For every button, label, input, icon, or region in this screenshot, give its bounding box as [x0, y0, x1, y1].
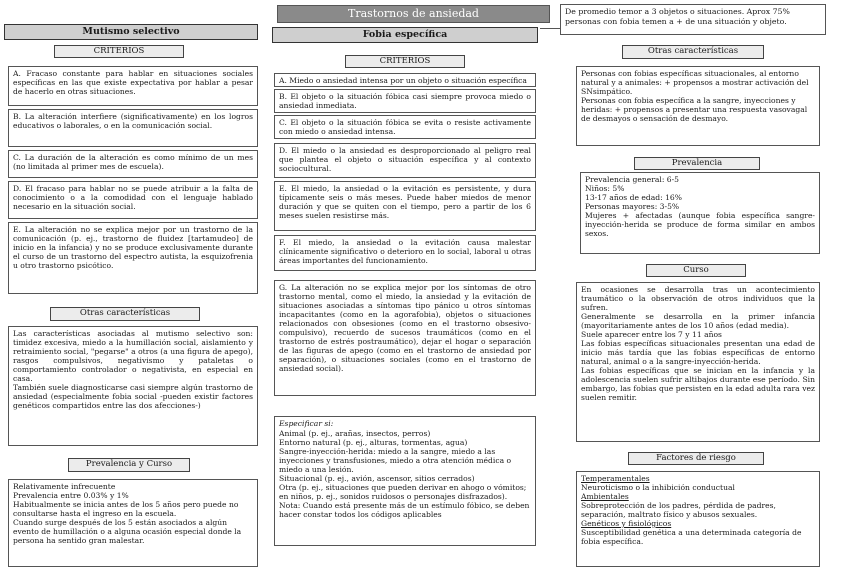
fobia-criterio-b: B. El objeto o la situación fóbica casi siempre provoca miedo o ansiedad inmediata. [274, 89, 536, 113]
fobia-prevalencia-box [580, 172, 820, 254]
fobia-curso-5: Las fobias específicas que se inician en la infancia y la adolescencia suelen sufrir altibajos durante ese período. Sin embargo, las fobias que persisten en la edad adulta rara vez suelen remitir. [581, 366, 815, 402]
mutismo-prev-3: Habitualmente se inicia antes de los 5 años pero puede no consultarse hasta el ingreso en la escuela. [13, 500, 239, 518]
mutismo-prev-4: Cuando surge después de los 5 están asociados a algún evento de humillación o a alguna ocasión especial donde la persona ha sentido gran malestar. [13, 518, 242, 545]
fobia-otras-box [576, 66, 820, 146]
riesgo-text-2: Sobreprotección de los padres, pérdida de padres, separación, maltrato físico y abusos sexuales. [581, 501, 776, 519]
page-title: Trastornos de ansiedad [277, 5, 550, 23]
fobia-prev-4: Personas mayores: 3-5% [585, 202, 680, 211]
fobia-esp-3: Sangre-inyección-herida: miedo a la sangre, miedo a las inyecciones y transfusiones, miedo a otra atención médica o miedo a una lesión. [279, 447, 512, 474]
fobia-riesgo-box [576, 471, 820, 567]
fobia-especificar-label: Especificar si: [279, 419, 334, 428]
fobia-otras-2: Personas con fobia específica a la sangre, inyecciones y heridas: + propensos a presentar una respuesta vasovagal de desmayos o sensación de desmayo. [581, 96, 808, 123]
fobia-criterio-e: E. El miedo, la ansiedad o la evitación es persistente, y dura típicamente seis o más meses. Puede haber miedos de menor duración y que se quiten con el tiempo, pero a partir de los 6 meses suelen resistirse más. [274, 181, 536, 231]
top-note: De promedio temor a 3 objetos o situaciones. Aprox 75% personas con fobia temen a + de una situación y objeto. [560, 4, 826, 35]
fobia-curso-4: Las fobias específicas situacionales presentan una edad de inicio más tardía que las fobias específicas de entorno natural, animal o a la sangre-inyección-herida. [581, 339, 815, 366]
fobia-title: Fobia específica [272, 27, 538, 43]
mutismo-title: Mutismo selectivo [4, 24, 258, 40]
riesgo-text-1: Neuroticismo o la inhibición conductual [581, 483, 735, 492]
fobia-prev-3: 13-17 años de edad: 16% [585, 193, 682, 202]
mutismo-otras-label: Otras características [50, 307, 200, 321]
fobia-prev-5: Mujeres + afectadas (aunque fobia específica sangre-inyección-herida se produce de forma similar en ambos sexos. [585, 211, 815, 238]
mutismo-otras-box [8, 326, 258, 446]
fobia-esp-6: Nota: Cuando está presente más de un estímulo fóbico, se deben hacer constar todos los códigos aplicables [279, 501, 530, 519]
fobia-especificar-box [274, 416, 536, 546]
mutismo-prevalencia-box [8, 479, 258, 567]
riesgo-text-3: Susceptibilidad genética a una determinada categoría de fobia específica. [581, 528, 802, 546]
mutismo-criterios-label: CRITERIOS [54, 45, 184, 58]
mutismo-otras-1: Las características asociadas al mutismo selectivo son: timidez excesiva, miedo a la humillación social, aislamiento y retraimiento social, "pegarse" a otros (a una figura de apego), rasgos compulsivos, negativismo y pataletas o comportamiento controlador o negativista, en especial en casa. [13, 329, 253, 383]
fobia-criterio-a: A. Miedo o ansiedad intensa por un objeto o situación específica [274, 73, 536, 87]
fobia-otras-1: Personas con fobias específicas situacionales, al entorno natural y a animales: + propensos a mostrar activación del SNsimpático. [581, 69, 809, 96]
fobia-esp-4: Situacional (p. ej., avión, ascensor, sitios cerrados) [279, 474, 475, 483]
fobia-riesgo-label: Factores de riesgo [628, 452, 764, 465]
fobia-criterio-c: C. El objeto o la situación fóbica se evita o resiste activamente con miedo o ansiedad intensa. [274, 115, 536, 139]
fobia-prev-1: Prevalencia general: 6-5 [585, 175, 680, 184]
fobia-esp-2: Entorno natural (p. ej., alturas, tormentas, agua) [279, 438, 468, 447]
fobia-esp-1: Animal (p. ej., arañas, insectos, perros) [279, 429, 431, 438]
fobia-criterio-d: D. El miedo o la ansiedad es desproporcionado al peligro real que plantea el objeto o situación específica y al contexto sociocultural. [274, 143, 536, 178]
mutismo-otras-2: También suele diagnosticarse casi siempre algún trastorno de ansiedad (especialmente fobia social -pueden existir factores genéticos compartidos entre las dos afecciones-) [13, 383, 253, 410]
connector-line [540, 28, 560, 29]
fobia-prev-2: Niños: 5% [585, 184, 625, 193]
fobia-curso-label: Curso [646, 264, 746, 277]
fobia-criterios-label: CRITERIOS [345, 55, 465, 68]
mutismo-prev-1: Relativamente infrecuente [13, 482, 116, 491]
fobia-criterio-g: G. La alteración no se explica mejor por los síntomas de otro trastorno mental, como el miedo, la ansiedad y la evitación de situaciones asociadas a síntomas tipo pánico u otros síntomas incapacitantes (como en la agorafobia), objetos o situaciones relacionados con obsesiones (como en el trastorno obsesivo-compulsivo), recuerdo de sucesos traumáticos (como en el trastorno de estrés postraumático), dejar el hogar o separación de las figuras de apego (como en el trastorno de ansiedad por separación), o situaciones sociales (como en el trastorno de ansiedad social). [274, 280, 536, 396]
fobia-curso-1: En ocasiones se desarrolla tras un acontecimiento traumático o la observación de otros individuos que la sufren. [581, 285, 815, 312]
mutismo-prev-2: Prevalencia entre 0.03% y 1% [13, 491, 129, 500]
mutismo-criterio-a: A. Fracaso constante para hablar en situaciones sociales específicas en las que existe expectativa por hablar a pesar de hacerlo en otras situaciones. [8, 66, 258, 106]
fobia-otras-label: Otras características [622, 45, 764, 59]
fobia-curso-2: Generalmente se desarrolla en la primer infancia (mayoritariamente antes de los 10 años (edad media). [581, 312, 815, 330]
mutismo-prevalencia-label: Prevalencia y Curso [68, 458, 190, 472]
riesgo-heading-1: Temperamentales [581, 474, 650, 483]
fobia-curso-box [576, 282, 820, 442]
fobia-criterio-f: F. El miedo, la ansiedad o la evitación causa malestar clínicamente significativo o deterioro en lo social, laboral u otras áreas importantes del funcionamiento. [274, 235, 536, 271]
mutismo-criterio-e: E. La alteración no se explica mejor por un trastorno de la comunicación (p. ej., trastorno de fluidez [tartamudeo] de inicio en la infancia) y no se produce exclusivamente durante el curso de un trastorno del espectro autista, la esquizofrenia u otro trastorno psicótico. [8, 222, 258, 294]
mutismo-criterio-d: D. El fracaso para hablar no se puede atribuir a la falta de conocimiento o a la comodidad con el lenguaje hablado necesario en la situación social. [8, 181, 258, 219]
fobia-esp-5: Otra (p. ej., situaciones que pueden derivar en ahogo o vómitos; en niños, p. ej., sonidos ruidosos o personajes disfrazados). [279, 483, 527, 501]
mutismo-criterio-b: B. La alteración interfiere (significativamente) en los logros educativos o laborales, o en la comunicación social. [8, 109, 258, 147]
mutismo-criterio-c: C. La duración de la alteración es como mínimo de un mes (no limitada al primer mes de escuela). [8, 150, 258, 178]
fobia-prevalencia-label: Prevalencia [634, 157, 760, 170]
riesgo-heading-2: Ambientales [581, 492, 629, 501]
fobia-curso-3: Suele aparecer entre los 7 y 11 años [581, 330, 722, 339]
riesgo-heading-3: Genéticos y fisiológicos [581, 519, 672, 528]
